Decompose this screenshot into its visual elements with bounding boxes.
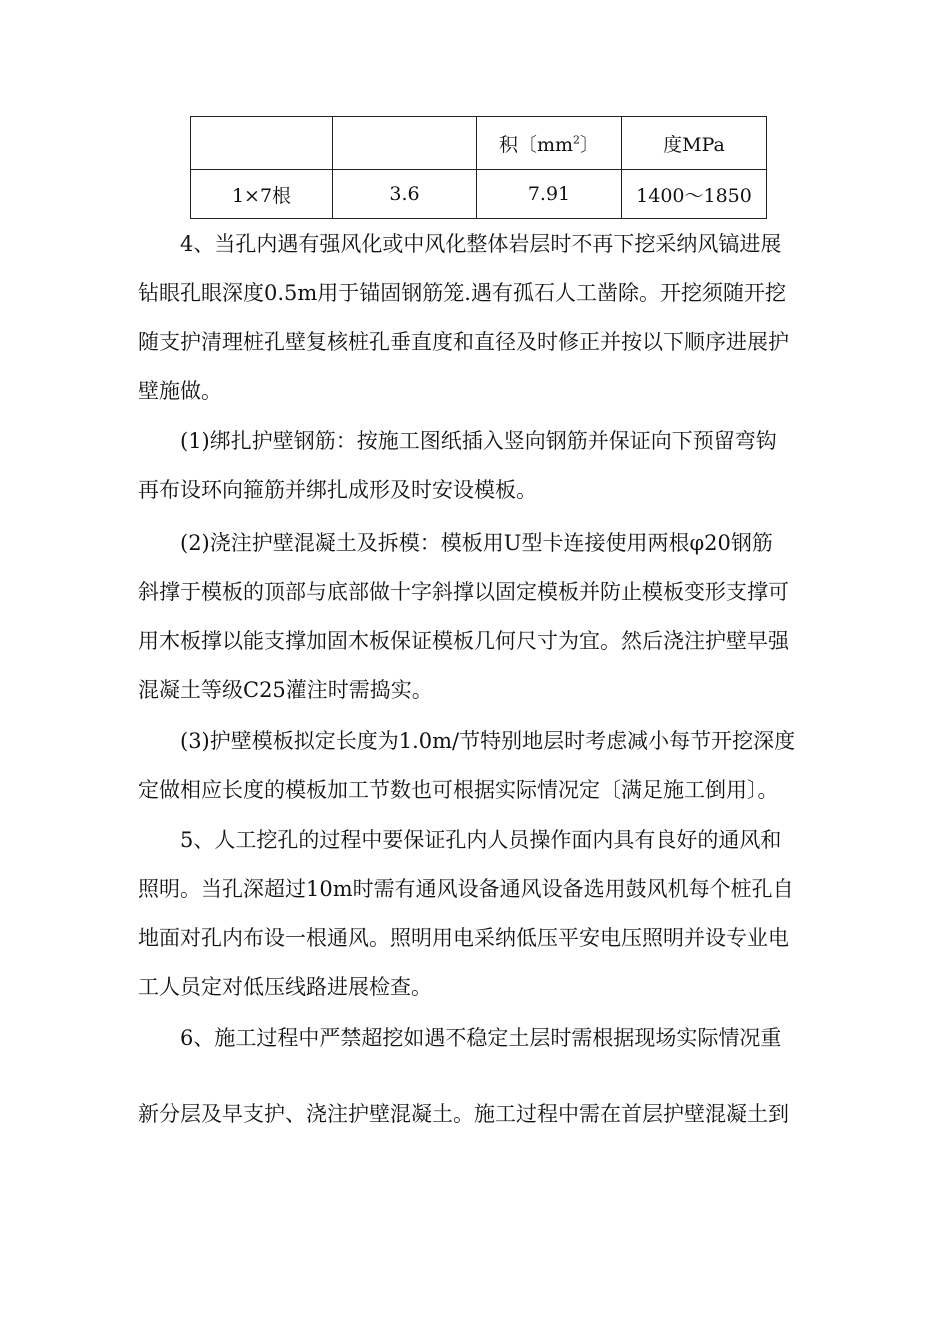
text-line: (1)绑扎护壁钢筋：按施工图纸插入竖向钢筋并保证向下预留弯钩 [180, 429, 777, 453]
text-line: 钻眼孔眼深度0.5m用于锚固钢筋笼.遇有孤石人工凿除。开挖须随开挖 [138, 281, 786, 305]
table-cell: 1×7根 [191, 170, 333, 219]
paragraph-5 [138, 816, 838, 1012]
paragraph-step-1 [138, 417, 838, 515]
text-line: (3)护壁模板拟定长度为1.0m/节特别地层时考虑减小每节开挖深度 [180, 729, 796, 753]
text-line: 壁施做。 [138, 379, 222, 403]
paragraph-6 [138, 1014, 838, 1063]
table-row [191, 170, 767, 219]
text-line: 混凝土等级C25灌注时需捣实。 [138, 678, 433, 702]
table-cell: 7.91 [477, 170, 622, 219]
text-line: 工人员定对低压线路进展检查。 [138, 975, 432, 999]
text-line: 随支护清理桩孔壁复核桩孔垂直度和直径及时修正并按以下顺序进展护 [138, 330, 789, 354]
text-line: 照明。当孔深超过10m时需有通风设备通风设备选用鼓风机每个桩孔自 [138, 877, 794, 901]
text-line: 定做相应长度的模板加工节数也可根据实际情况定〔满足施工倒用〕。 [138, 778, 779, 802]
table-cell [333, 117, 477, 170]
paragraph-step-3 [138, 717, 838, 815]
text-line: 5、人工挖孔的过程中要保证孔内人员操作面内具有良好的通风和 [180, 828, 782, 852]
area-header-tail: 〕 [580, 133, 600, 156]
text-line: 用木板撑以能支撑加固木板保证模板几何尺寸为宜。然后浇注护壁早强 [138, 629, 789, 653]
text-line: (2)浇注护壁混凝土及拆模：模板用U型卡连接使用两根φ20钢筋 [180, 531, 773, 555]
text-line: 4、当孔内遇有强风化或中风化整体岩层时不再下挖采纳风镐进展 [180, 232, 782, 256]
table-header-row [191, 117, 767, 170]
paragraph-step-2 [138, 519, 838, 715]
text-line: 新分层及早支护、浇注护壁混凝土。施工过程中需在首层护壁混凝土到 [138, 1102, 789, 1126]
paragraph-4 [138, 220, 838, 416]
text-line: 斜撑于模板的顶部与底部做十字斜撑以固定模板并防止模板变形支撑可 [138, 580, 789, 604]
spec-table [190, 116, 767, 219]
area-header-text: 积〔mm [498, 133, 574, 156]
table-cell-area-header [477, 117, 622, 170]
paragraph-6-continued [138, 1090, 838, 1139]
area-header-superscript: 2 [573, 133, 581, 147]
text-line: 再布设环向箍筋并绑扎成形及时安设模板。 [138, 478, 537, 502]
table-cell [191, 117, 333, 170]
table-cell: 1400～1850 [622, 170, 767, 219]
table-cell: 3.6 [333, 170, 477, 219]
text-line: 6、施工过程中严禁超挖如遇不稳定土层时需根据现场实际情况重 [180, 1026, 782, 1050]
text-line: 地面对孔内布设一根通风。照明用电采纳低压平安电压照明并设专业电 [138, 926, 789, 950]
table-cell-strength-header: 度MPa [622, 117, 767, 170]
